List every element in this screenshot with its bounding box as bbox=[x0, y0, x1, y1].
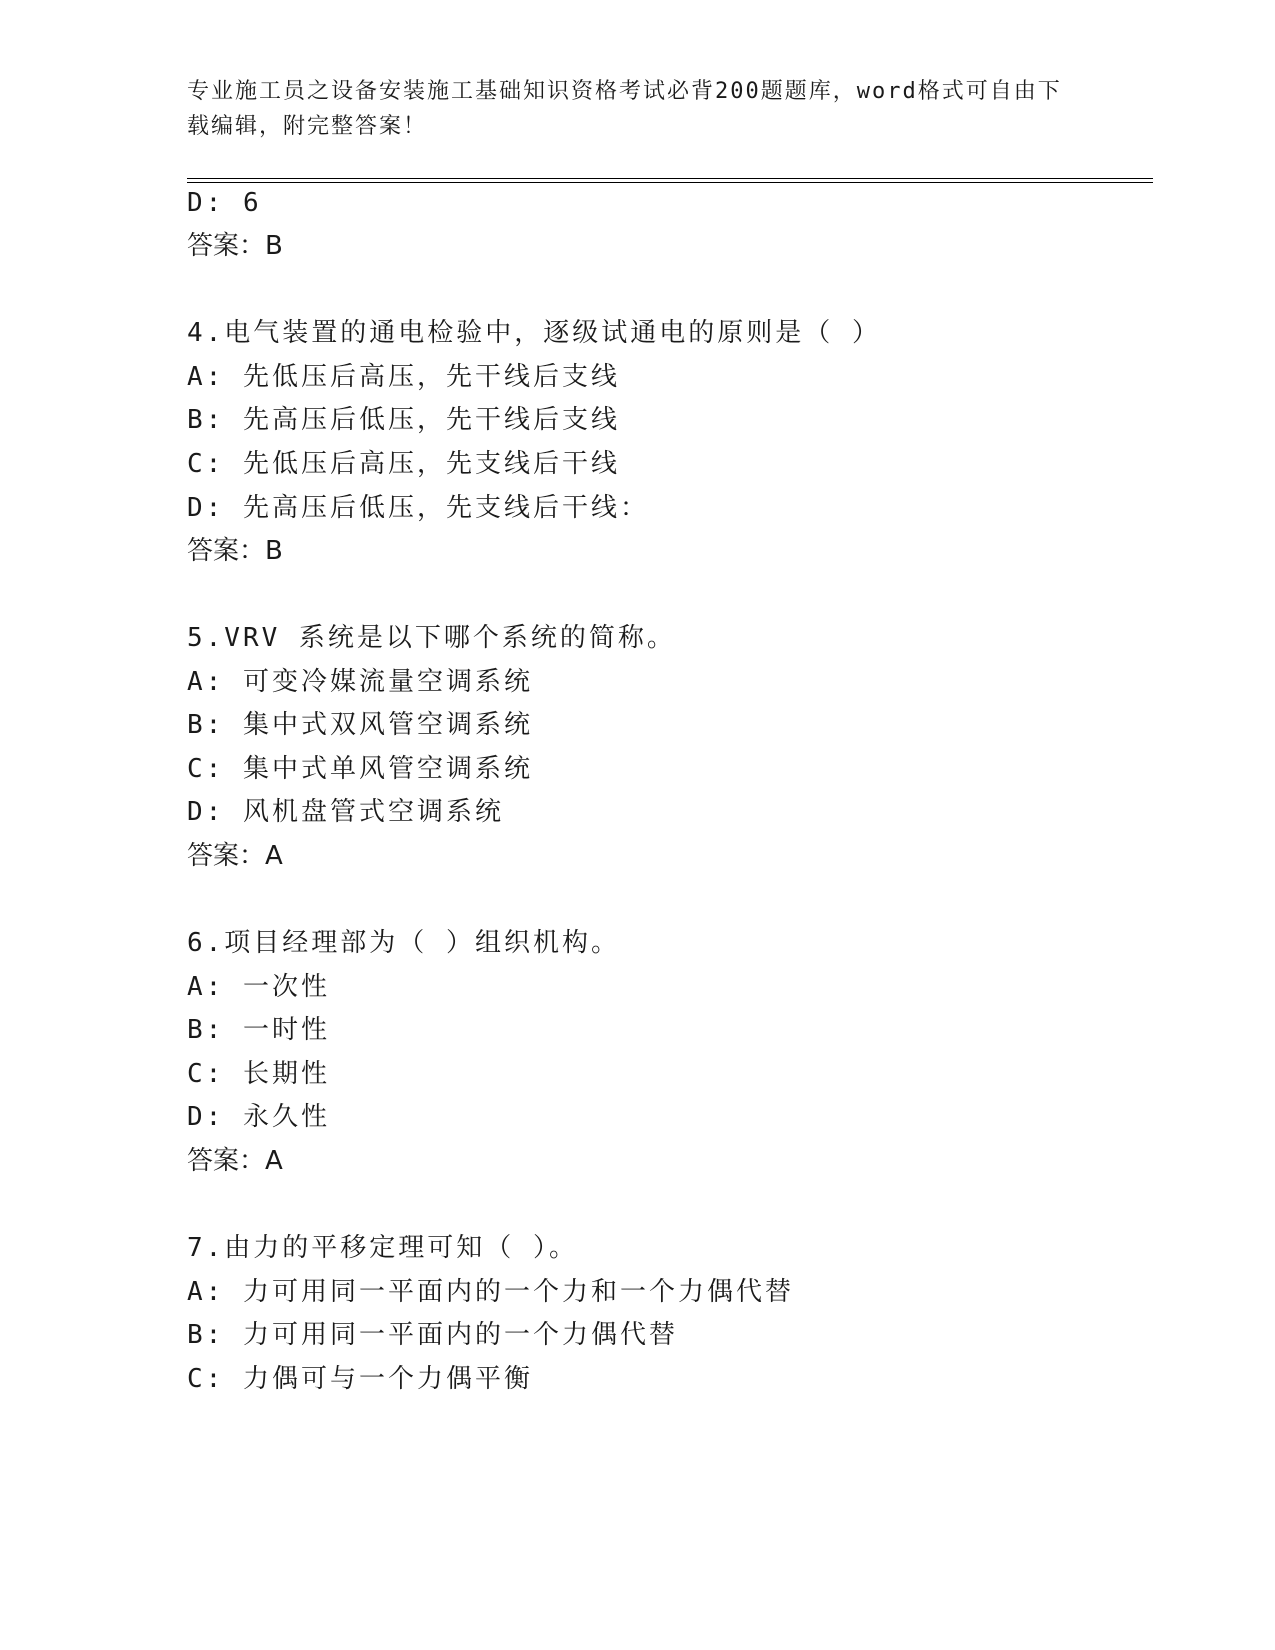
q6-option-b: B: 一时性 bbox=[187, 1015, 330, 1045]
q6-option-a: A: 一次性 bbox=[187, 972, 330, 1002]
q4-answer: 答案：B bbox=[187, 536, 283, 566]
q6-option-d: D: 永久性 bbox=[187, 1102, 330, 1132]
q5-option-c: C: 集中式单风管空调系统 bbox=[187, 754, 533, 784]
q5-stem: 5.VRV 系统是以下哪个系统的简称。 bbox=[187, 623, 676, 653]
q5-answer: 答案：A bbox=[187, 841, 283, 871]
q4-option-d: D: 先高压后低压，先支线后干线： bbox=[187, 493, 649, 523]
q7-option-c: C: 力偶可与一个力偶平衡 bbox=[187, 1364, 533, 1394]
q7-stem: 7.由力的平移定理可知（ ）。 bbox=[187, 1233, 578, 1263]
q6-option-c: C: 长期性 bbox=[187, 1059, 330, 1089]
q5-option-a: A: 可变冷媒流量空调系统 bbox=[187, 667, 533, 697]
header-divider-bottom bbox=[187, 182, 1153, 183]
q4-option-a: A: 先低压后高压，先干线后支线 bbox=[187, 362, 620, 392]
document-header: 专业施工员之设备安装施工基础知识资格考试必背200题题库，word格式可自由下载编辑，附完整答案！ bbox=[187, 79, 1062, 139]
q3-answer: 答案：B bbox=[187, 231, 283, 261]
q5-option-d: D: 风机盘管式空调系统 bbox=[187, 797, 504, 827]
q7-option-b: B: 力可用同一平面内的一个力偶代替 bbox=[187, 1320, 678, 1350]
q7-option-a: A: 力可用同一平面内的一个力和一个力偶代替 bbox=[187, 1277, 794, 1307]
header-divider-top bbox=[187, 178, 1153, 179]
q3-option-d: D: 6 bbox=[187, 188, 262, 218]
q4-stem: 4.电气装置的通电检验中，逐级试通电的原则是（ ） bbox=[187, 318, 881, 348]
q4-option-c: C: 先低压后高压，先支线后干线 bbox=[187, 449, 620, 479]
q5-option-b: B: 集中式双风管空调系统 bbox=[187, 710, 533, 740]
q4-option-b: B: 先高压后低压，先干线后支线 bbox=[187, 405, 620, 435]
q6-stem: 6.项目经理部为（ ）组织机构。 bbox=[187, 928, 620, 958]
q6-answer: 答案：A bbox=[187, 1146, 283, 1176]
